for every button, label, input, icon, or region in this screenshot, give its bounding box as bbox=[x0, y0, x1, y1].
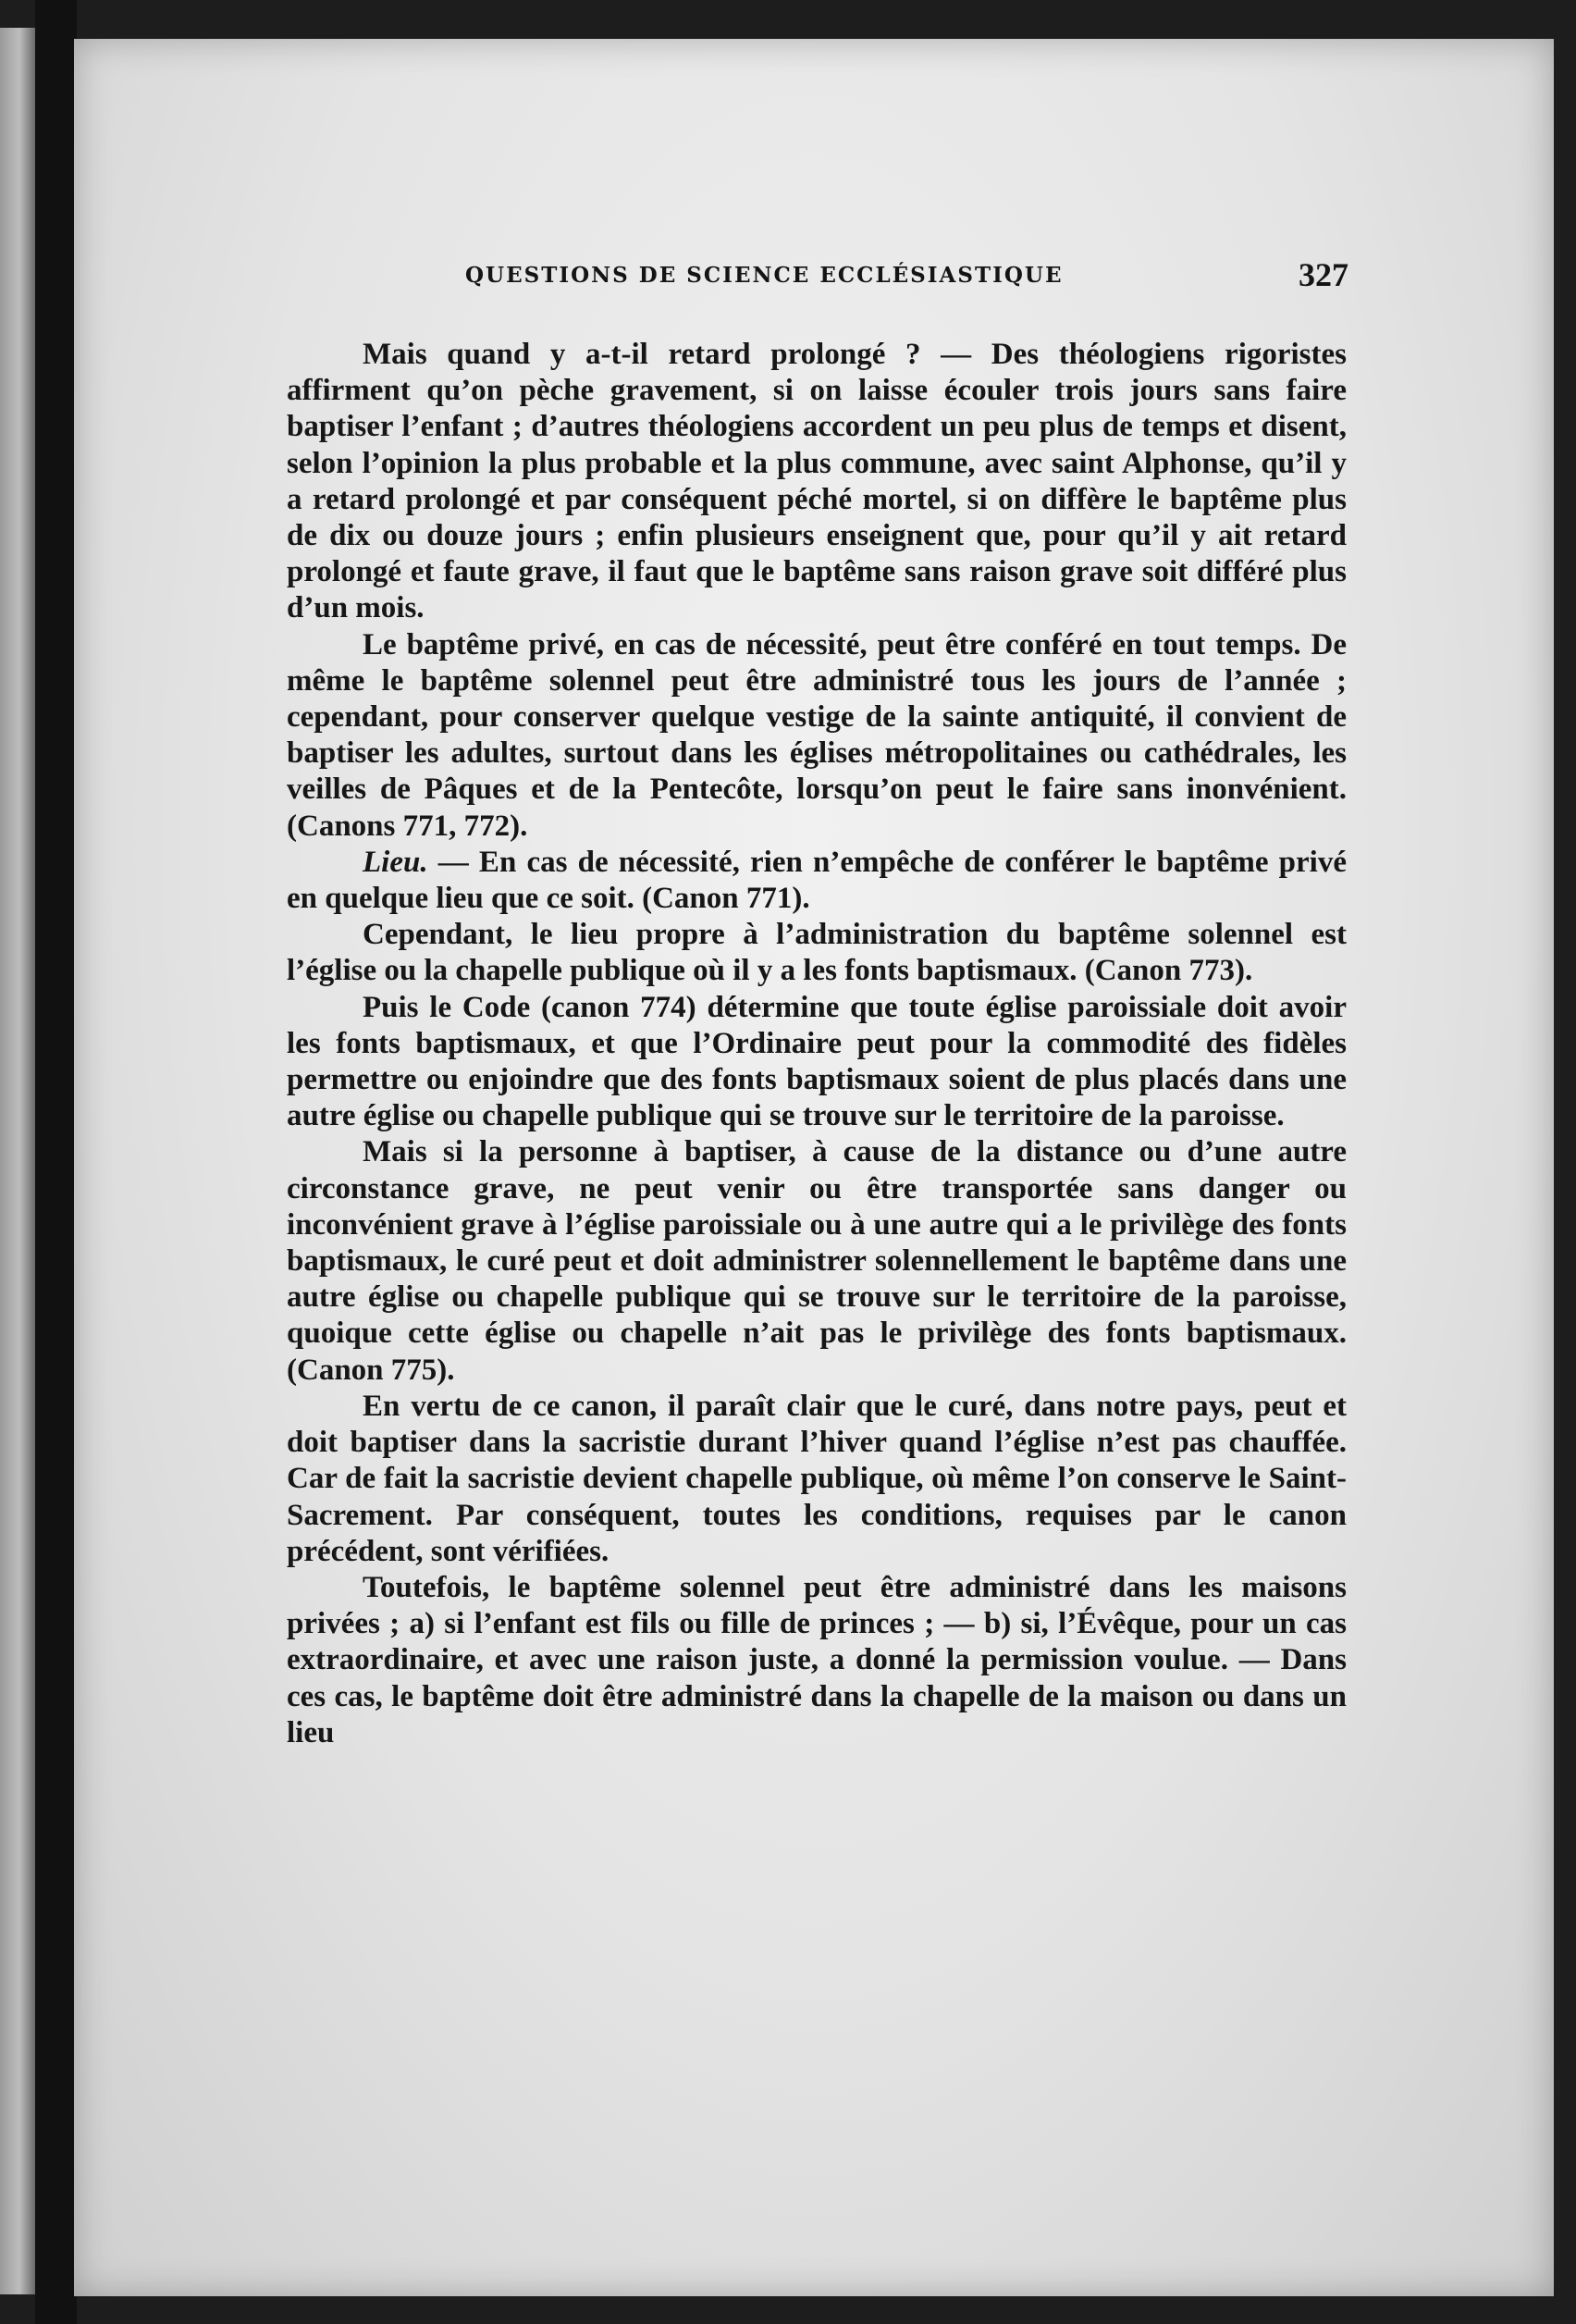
page-number: 327 bbox=[1299, 256, 1348, 293]
paragraph-text: Cependant, le lieu propre à l’administration du baptême solennel est l’église ou la chapelle publique où il y a les fonts baptismaux. (Canon 773). bbox=[287, 918, 1347, 988]
paragraph bbox=[287, 337, 1347, 627]
running-title: QUESTIONS DE SCIENCE ECCLÉSIASTIQUE bbox=[465, 263, 1064, 288]
paragraph bbox=[287, 1134, 1347, 1388]
body-text bbox=[287, 337, 1347, 1751]
paragraph-text: Puis le Code (canon 774) détermine que toute église paroissiale doit avoir les fonts baptismaux, et que l’Ordinaire peut pour la commodité des fidèles permettre ou enjoindre que des fonts baptismaux soient de plus placés dans une autre église ou chapelle publique qui se trouve sur le territoire de la paroisse. bbox=[287, 990, 1347, 1133]
adjacent-page-edge bbox=[0, 28, 35, 2294]
paragraph bbox=[287, 917, 1347, 989]
paragraph bbox=[287, 990, 1347, 1135]
paragraph-text: Mais si la personne à baptiser, à cause de la distance ou d’une autre circonstance grave, ne peut venir ou être transportée sans danger ou inconvénient grave à l’église paroissiale ou à une autre qui a le privilège des fonts baptismaux, le curé peut et doit administrer solennellement le baptême dans une autre église ou chapelle publique qui se trouve sur le territoire de la paroisse, quoique cette église ou chapelle n’ait pas le privilège des fonts baptismaux. (Canon 775). bbox=[287, 1135, 1347, 1387]
paragraph-lead: Lieu. bbox=[363, 845, 428, 879]
paragraph bbox=[287, 1389, 1347, 1570]
page-header bbox=[387, 255, 1348, 296]
paragraph bbox=[287, 845, 1347, 917]
paragraph-text: Mais quand y a-t-il retard prolongé ? — Des théologiens rigoristes affirment qu’on pèche gravement, si on laisse écouler trois jours sans faire baptiser l’enfant ; d’autres théologiens accordent un peu plus de temps et disent, selon l’opinion la plus probable et la plus commune, avec saint Alphonse, qu’il y a retard prolongé et par conséquent péché mortel, si on diffère le baptême plus de dix ou douze jours ; enfin plusieurs enseignent que, pour qu’il y ait retard prolongé et faute grave, il faut que le baptême sans raison grave soit différé plus d’un mois. bbox=[287, 338, 1347, 625]
paragraph-text: — En cas de nécessité, rien n’empêche de conférer le baptême privé en quelque lieu que ce soit. (Canon 771). bbox=[287, 845, 1347, 916]
paragraph bbox=[287, 1570, 1347, 1751]
paragraph-text: Le baptême privé, en cas de nécessité, peut être conféré en tout temps. De même le baptême solennel peut être administré tous les jours de l’année ; cependant, pour conserver quelque vestige de la sainte antiquité, il convient de baptiser les adultes, surtout dans les églises métropolitaines ou cathédrales, les veilles de Pâques et de la Pentecôte, lorsqu’on peut le faire sans inonvénient. (Canons 771, 772). bbox=[287, 627, 1347, 843]
binding-gutter bbox=[35, 0, 77, 2324]
paragraph-text: Toutefois, le baptême solennel peut être administré dans les maisons privées ; a) si l’enfant est fils ou fille de princes ; — b) si, l’Évêque, pour un cas extraordinaire, et avec une raison juste, a donné la permission voulue. — Dans ces cas, le baptême doit être administré dans la chapelle de la maison ou dans un lieu bbox=[287, 1570, 1347, 1749]
paragraph-text: En vertu de ce canon, il paraît clair que le curé, dans notre pays, peut et doit baptiser dans la sacristie durant l’hiver quand l’église n’est pas chauffée. Car de fait la sacristie devient chapelle publique, où même l’on conserve le Saint-Sacrement. Par conséquent, toutes les conditions, requises par le canon précédent, sont vérifiées. bbox=[287, 1389, 1347, 1568]
paragraph bbox=[287, 627, 1347, 845]
